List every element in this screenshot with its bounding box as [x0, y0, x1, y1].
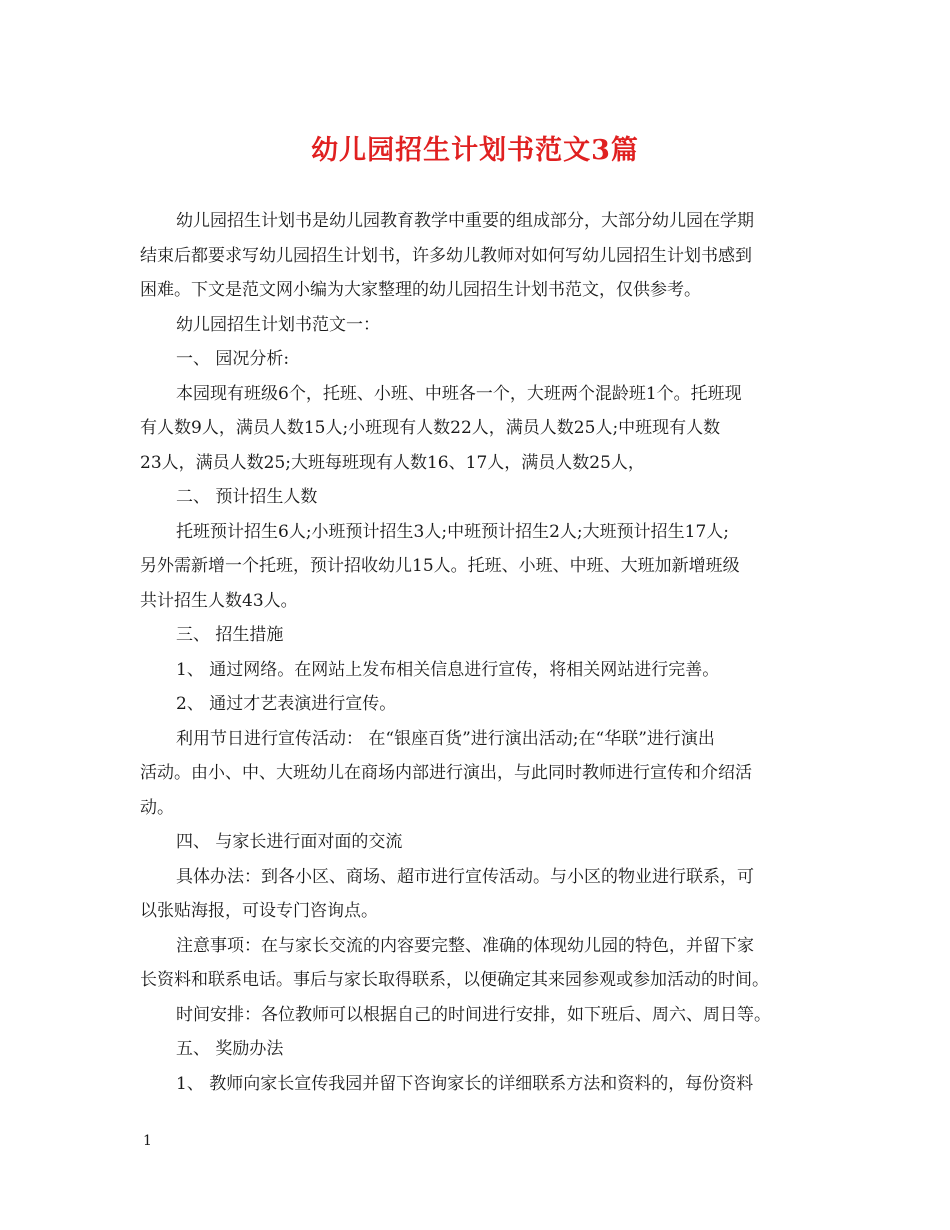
- text-line: 动。: [140, 797, 174, 818]
- text-line: 以张贴海报，可设专门咨询点。: [140, 901, 378, 921]
- text-line: 利用节日进行宣传活动： 在“银座百货”进行演出活动;在“华联”进行演出: [176, 728, 715, 749]
- section-heading: 二、 预计招生人数: [176, 487, 318, 507]
- section-heading: 三、 招生措施: [176, 625, 284, 645]
- text-line: 结束后都要求写幼儿园招生计划书，许多幼儿教师对如何写幼儿园招生计划书感到: [140, 245, 752, 266]
- document-body: [140, 204, 830, 1101]
- text-line: 具体办法：到各小区、商场、超市进行宣传活动。与小区的物业进行联系，可: [176, 866, 754, 887]
- text-line: 托班预计招生6人;小班预计招生3人;中班预计招生2人;大班预计招生17人;: [176, 521, 729, 542]
- text-line: 长资料和联系电话。事后与家长取得联系，以便确定其来园参观或参加活动的时间。: [140, 970, 769, 990]
- text-line: 困难。下文是范文网小编为大家整理的幼儿园招生计划书范文，仅供参考。: [140, 280, 701, 300]
- text-line: 幼儿园招生计划书是幼儿园教育教学中重要的组成部分，大部分幼儿园在学期: [176, 211, 754, 231]
- document-title: 幼儿园招生计划书范文3篇: [311, 135, 639, 166]
- text-line: 本园现有班级6个，托班、小班、中班各一个，大班两个混龄班1个。托班现: [176, 383, 742, 404]
- section-heading: 一、 园况分析:: [176, 349, 290, 369]
- text-line: 共计招生人数43人。: [140, 590, 298, 611]
- text-line: 另外需新增一个托班，预计招收幼儿15人。托班、小班、中班、大班加新增班级: [140, 556, 740, 576]
- section-heading: 幼儿园招生计划书范文一：: [176, 314, 380, 335]
- list-item: 2、 通过才艺表演进行宣传。: [176, 694, 397, 714]
- list-item: 1、 教师向家长宣传我园并留下咨询家长的详细联系方法和资料的，每份资料: [176, 1073, 754, 1094]
- section-heading: 四、 与家长进行面对面的交流: [176, 832, 403, 852]
- text-line: 有人数9人，满员人数15人;小班现有人数22人，满员人数25人;中班现有人数: [140, 418, 721, 438]
- list-item: 1、 通过网络。在网站上发布相关信息进行宣传，将相关网站进行完善。: [176, 659, 720, 680]
- section-heading: 五、 奖励办法: [176, 1039, 284, 1059]
- text-line: 时间安排：各位教师可以根据自己的时间进行安排，如下班后、周六、周日等。: [176, 1004, 771, 1025]
- text-line: 注意事项：在与家长交流的内容要完整、准确的体现幼儿园的特色，并留下家: [176, 935, 754, 956]
- page-number: 1: [143, 1133, 152, 1149]
- text-line: 活动。由小、中、大班幼儿在商场内部进行演出，与此同时教师进行宣传和介绍活: [140, 763, 752, 783]
- text-line: 23人，满员人数25;大班每班现有人数16、17人，满员人数25人，: [140, 452, 645, 473]
